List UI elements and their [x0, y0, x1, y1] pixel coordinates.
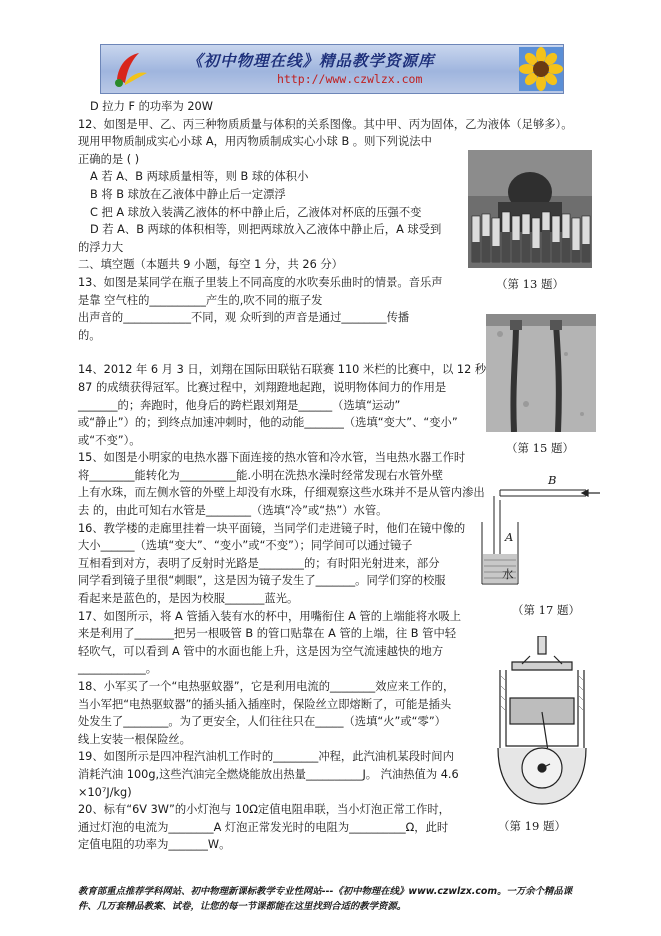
text-line: 处发生了________。为了更安全，人们往往只在_____（选填“火”或“零”） [78, 715, 446, 729]
text-line: 定值电阻的功率为_______W。 [78, 838, 231, 852]
figure-17-label-water: 水 [502, 567, 514, 581]
text-line: 轻吹气，可以看到 A 管中的水面也能上升，这是因为空气流速越快的地方 [78, 644, 444, 658]
figure-15-caption: （第 15 题） [506, 441, 574, 455]
figure-13-caption: （第 13 题） [496, 277, 564, 291]
text-line: _______的；奔跑时，他身后的跨栏跟刘翔是______（选填“运动” [78, 398, 401, 412]
text-line: 消耗汽油 100g,这些汽油完全燃烧能放出热量__________J。 汽油热值为 4.6 [78, 767, 459, 781]
text-line: ____________。 [78, 662, 158, 676]
text-line: D 若 A、B 两球的体积相等，则把两球放入乙液体中静止后，A 球受到 [90, 223, 442, 237]
footer-line: 教育部重点推荐学科网站、初中物理新课标教学专业性网站---《初中物理在线》www.czwlzx.com。一万余个精品课 [78, 886, 573, 897]
text-line: 出声音的____________不同，观 众听到的声音是通过________传播 [78, 311, 410, 325]
text-line: 是靠 空气柱的__________产生的,吹不同的瓶子发 [78, 293, 323, 307]
text-line: 13、如图是某同学在瓶子里装上不同高度的水吹奏乐曲时的情景。音乐声 [78, 275, 443, 289]
text-line: 14、2012 年 6 月 3 日，刘翔在国际田联钻石联赛 110 米栏的比赛中，以 12 秒 [78, 363, 487, 377]
text-line: 看起来是蓝色的，是因为校服_______蓝光。 [78, 592, 299, 606]
text-line: 12、如图是甲、乙、丙三种物质质量与体积的关系图像。其中甲、丙为固体，乙为液体（足够多）。 [78, 117, 573, 131]
figure-19-engine-diagram [492, 636, 592, 806]
text-line: 通过灯泡的电流为________A 灯泡正常发光时的电阻为__________Ω，此时 [78, 820, 449, 834]
text-line: 或“静止”）的；到终点加速冲刺时，他的动能_______（选填“变大”、“变小” [78, 416, 458, 430]
text-line: B 将 B 球放在乙液体中静止后一定漂浮 [90, 187, 286, 201]
text-line: 同学看到镜子里很“刺眼”，这是因为镜子发生了_______。同学们穿的校服 [78, 574, 446, 588]
logo-icon [109, 49, 149, 89]
text-line: A 若 A、B 两球质量相等，则 B 球的体积小 [90, 170, 309, 184]
text-line: 将________能转化为__________能.小明在洗热水澡时经常发现右水管外壁 [78, 468, 444, 482]
figure-19-caption: （第 19 题） [498, 819, 566, 833]
text-line: 19、如图所示是四冲程汽油机工作时的________冲程，此汽油机某段时间内 [78, 750, 454, 764]
section-heading: 二、填空题（本题共 9 小题，每空 1 分，共 26 分） [78, 258, 343, 272]
text-line: 互相看到对方，表明了反射时光路是________的；有时阳光射进来，部分 [78, 556, 440, 570]
text-line: 87 的成绩获得冠军。比赛过程中，刘翔蹬地起跑，说明物体间力的作用是 [78, 380, 447, 394]
text-line: D 拉力 F 的功率为 20W [90, 100, 213, 113]
text-line: 现用甲物质制成实心小球 A，用丙物质制成实心小球 B 。则下列说法中 [78, 135, 432, 149]
page-footer [78, 884, 598, 914]
figure-17-label-b: B [548, 473, 557, 487]
text-line: 来是利用了_______把另一根吸管 B 的管口贴靠在 A 管的上端，往 B 管中轻 [78, 627, 457, 641]
text-line: 18、小军买了一个“电热驱蚊器”，它是利用电流的________效应来工作的， [78, 680, 455, 693]
figure-17-label-a: A [505, 530, 514, 544]
figure-15-photo [486, 314, 596, 432]
banner-title: 《初中物理在线》精品教学资源库 [187, 51, 435, 70]
figure-17-diagram [478, 470, 602, 590]
text-line: 正确的是 ( ) [78, 152, 140, 166]
text-line: 去 的，由此可知右水管是________（选填“冷”或“热”）水管。 [78, 504, 388, 518]
text-line: 17、如图所示，将 A 管插入装有水的杯中，用嘴衔住 A 管的上端能将水吸上 [78, 609, 462, 623]
figure-17-caption: （第 17 题） [512, 603, 580, 617]
text-line: 当小军把“电热驱蚊器”的插头插入插座时，保险丝立即熔断了，可能是插头 [78, 697, 452, 711]
text-line: 20、标有“6V 3W”的小灯泡与 10Ω定值电阻串联，当小灯泡正常工作时， [78, 803, 450, 817]
text-line: 上有水珠，而左侧水管的外壁上却没有水珠，仔细观察这些水珠并不是从管内渗出 [78, 486, 485, 500]
text-line: 的浮力大 [78, 240, 124, 254]
text-line: 15、如图是小明家的电热水器下面连接的热水管和冷水管，当电热水器工作时 [78, 451, 466, 465]
text-line: 的。 [78, 328, 101, 342]
text-line: 或“不变”）。 [78, 433, 141, 447]
footer-line: 件、几万套精品教案、试卷，让您的每一节课都能在这里找到合适的教学资源。 [78, 901, 407, 912]
banner-url[interactable]: http://www.czwlzx.com [277, 72, 423, 86]
text-line: 线上安装一根保险丝。 [78, 732, 191, 746]
text-line: ×10⁷J/kg) [78, 785, 132, 799]
figure-13-photo [468, 150, 592, 268]
text-line: 16、教学楼的走廊里挂着一块平面镜，当同学们走进镜子时，他们在镜中像的 [78, 521, 466, 535]
text-line: C 把 A 球放入装满乙液体的杯中静止后，乙液体对杯底的压强不变 [90, 205, 422, 219]
text-line: 大小______（选填“变大”、“变小”或“不变”）；同学间可以通过镜子 [78, 539, 413, 553]
sunflower-icon [519, 47, 563, 91]
header-banner [100, 44, 564, 94]
